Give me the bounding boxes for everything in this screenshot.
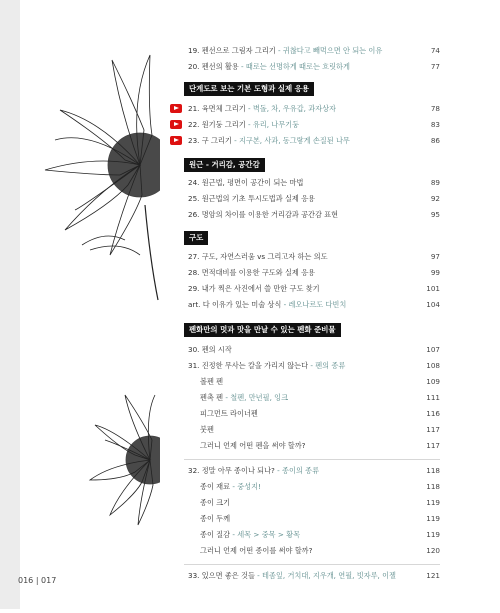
toc-entry[interactable] <box>170 250 440 264</box>
toc-subentry[interactable] <box>170 375 440 389</box>
entry-title: 피그먼트 라이너펜 <box>200 409 258 418</box>
toc-subentry[interactable] <box>170 391 440 405</box>
toc-subentry[interactable] <box>170 512 440 526</box>
toc-subentry[interactable] <box>170 496 440 510</box>
toc-entry[interactable] <box>170 44 440 58</box>
entry-title: 종이 크기 <box>200 498 231 507</box>
entry-title: 22. 원기둥 그리기 <box>188 120 246 129</box>
toc-subentry[interactable] <box>170 544 440 558</box>
page-number: 117 <box>426 425 440 434</box>
page-number: 117 <box>426 441 440 450</box>
toc-subentry[interactable] <box>170 423 440 437</box>
page-number: 74 <box>430 46 440 55</box>
toc-entry[interactable] <box>170 569 440 583</box>
page-number: 118 <box>426 466 440 475</box>
entry-subtitle: - 테좀잎, 거치대, 지우개, 연필, 빗자루, 이젤 <box>254 571 396 580</box>
entry-subtitle: - 벽돌, 차, 우유갑, 과자상자 <box>245 104 336 113</box>
toc-entry[interactable] <box>170 176 440 190</box>
toc-entry[interactable] <box>170 266 440 280</box>
entry-subtitle: - 철펜, 만년필, 잉크 <box>223 393 289 402</box>
page-number: 119 <box>426 514 440 523</box>
page-number: 92 <box>430 194 440 203</box>
toc-subentry[interactable] <box>170 528 440 542</box>
page-folio: 016 | 017 <box>18 576 57 585</box>
toc-entry[interactable] <box>170 282 440 296</box>
entry-title: 29. 내가 찍은 사진에서 쓸 만한 구도 찾기 <box>188 284 320 293</box>
entry-title: 그러니 언제 어떤 펜을 써야 할까? <box>200 441 306 450</box>
page-number: 77 <box>430 62 440 71</box>
toc-entry[interactable] <box>170 118 440 132</box>
sunflower-drawings <box>20 0 160 609</box>
entry-title: 30. 펜의 시작 <box>188 345 232 354</box>
page-number: 101 <box>426 284 440 293</box>
toc-entry[interactable] <box>170 343 440 357</box>
page-number: 119 <box>426 530 440 539</box>
page-number: 78 <box>430 104 440 113</box>
toc-entry[interactable] <box>170 102 440 116</box>
entry-title: 28. 면적대비를 이용한 구도와 실제 응용 <box>188 268 316 277</box>
entry-subtitle: - 펜의 종류 <box>308 361 346 370</box>
entry-title: 펜촉 펜 <box>200 393 224 402</box>
section-header: 구도 <box>184 231 208 245</box>
video-play-icon[interactable] <box>170 120 182 129</box>
entry-title: 32. 정말 아무 종이나 되나? <box>188 466 275 475</box>
page-number: 120 <box>426 546 440 555</box>
entry-title: 25. 원근법의 기초 투시도법과 실제 응용 <box>188 194 316 203</box>
entry-title: 붓펜 <box>200 425 214 434</box>
page-number: 83 <box>430 120 440 129</box>
toc-entry[interactable] <box>170 298 440 312</box>
entry-subtitle: - 종이의 종류 <box>274 466 320 475</box>
sunflower-illustration-panel <box>20 0 160 609</box>
video-play-icon[interactable] <box>170 104 182 113</box>
entry-subtitle: - 세목 > 중목 > 황목 <box>230 530 301 539</box>
toc-subentry[interactable] <box>170 439 440 453</box>
entry-title: 27. 구도, 자연스러움 vs 그리고자 하는 의도 <box>188 252 328 261</box>
toc-entry[interactable] <box>170 60 440 74</box>
toc-entry[interactable] <box>170 359 440 373</box>
sunflower-bottom-icon <box>90 395 160 525</box>
toc-entry[interactable] <box>170 464 440 478</box>
page-number: 109 <box>426 377 440 386</box>
toc-entry[interactable] <box>170 134 440 148</box>
toc-entry[interactable] <box>170 192 440 206</box>
entry-subtitle: - 레오나르도 다빈치 <box>281 300 347 309</box>
toc-subentry[interactable] <box>170 407 440 421</box>
toc-entry[interactable] <box>170 208 440 222</box>
entry-subtitle: - 중성지! <box>230 482 261 491</box>
toc-subentry[interactable] <box>170 480 440 494</box>
divider <box>184 564 440 565</box>
entry-title: 종이 재료 <box>200 482 231 491</box>
page-number: 97 <box>430 252 440 261</box>
entry-title: 19. 펜선으로 그림자 그리기 <box>188 46 276 55</box>
page-number: 121 <box>426 571 440 580</box>
sunflower-top-icon <box>45 55 160 300</box>
entry-title: 23. 구 그리기 <box>188 136 232 145</box>
entry-title: 33. 있으면 좋은 것들 <box>188 571 255 580</box>
entry-title: 볼펜 펜 <box>200 377 224 386</box>
entry-title: art. 다 이유가 있는 미술 상식 <box>188 300 282 309</box>
entry-title: 그러니 언제 어떤 종이를 써야 할까? <box>200 546 313 555</box>
section-header: 펜화만의 멋과 맛을 만날 수 있는 펜화 준비물 <box>184 323 341 337</box>
divider <box>184 459 440 460</box>
entry-subtitle: - 유리, 나무기둥 <box>245 120 300 129</box>
page-number: 118 <box>426 482 440 491</box>
video-play-icon[interactable] <box>170 136 182 145</box>
page-number: 99 <box>430 268 440 277</box>
page-number: 95 <box>430 210 440 219</box>
entry-title: 종이 두께 <box>200 514 231 523</box>
page-number: 104 <box>426 300 440 309</box>
section-header: 단계도로 보는 기본 도형과 실제 응용 <box>184 82 314 96</box>
page-number: 86 <box>430 136 440 145</box>
entry-title: 26. 명암의 차이를 이용한 거리감과 공간감 표현 <box>188 210 339 219</box>
page-number: 107 <box>426 345 440 354</box>
page-number: 108 <box>426 361 440 370</box>
page-number: 119 <box>426 498 440 507</box>
entry-title: 20. 펜선의 활용 <box>188 62 239 71</box>
entry-subtitle: - 귀찮다고 빼먹으면 안 되는 이유 <box>275 46 383 55</box>
entry-subtitle: - 지구본, 사과, 동그랗게 손질된 나무 <box>231 136 350 145</box>
entry-subtitle: - 때로는 선명하게 때로는 흐릿하게 <box>238 62 350 71</box>
entry-title: 24. 원근법, 평면이 공간이 되는 마법 <box>188 178 304 187</box>
entry-title: 종이 질감 <box>200 530 231 539</box>
section-header: 원근 - 거리감, 공간감 <box>184 158 265 172</box>
page-number: 89 <box>430 178 440 187</box>
page-number: 116 <box>426 409 440 418</box>
entry-title: 31. 진정한 무사는 칼을 가리지 않는다 <box>188 361 309 370</box>
entry-title: 21. 육면체 그리기 <box>188 104 246 113</box>
page-number: 111 <box>426 393 440 402</box>
